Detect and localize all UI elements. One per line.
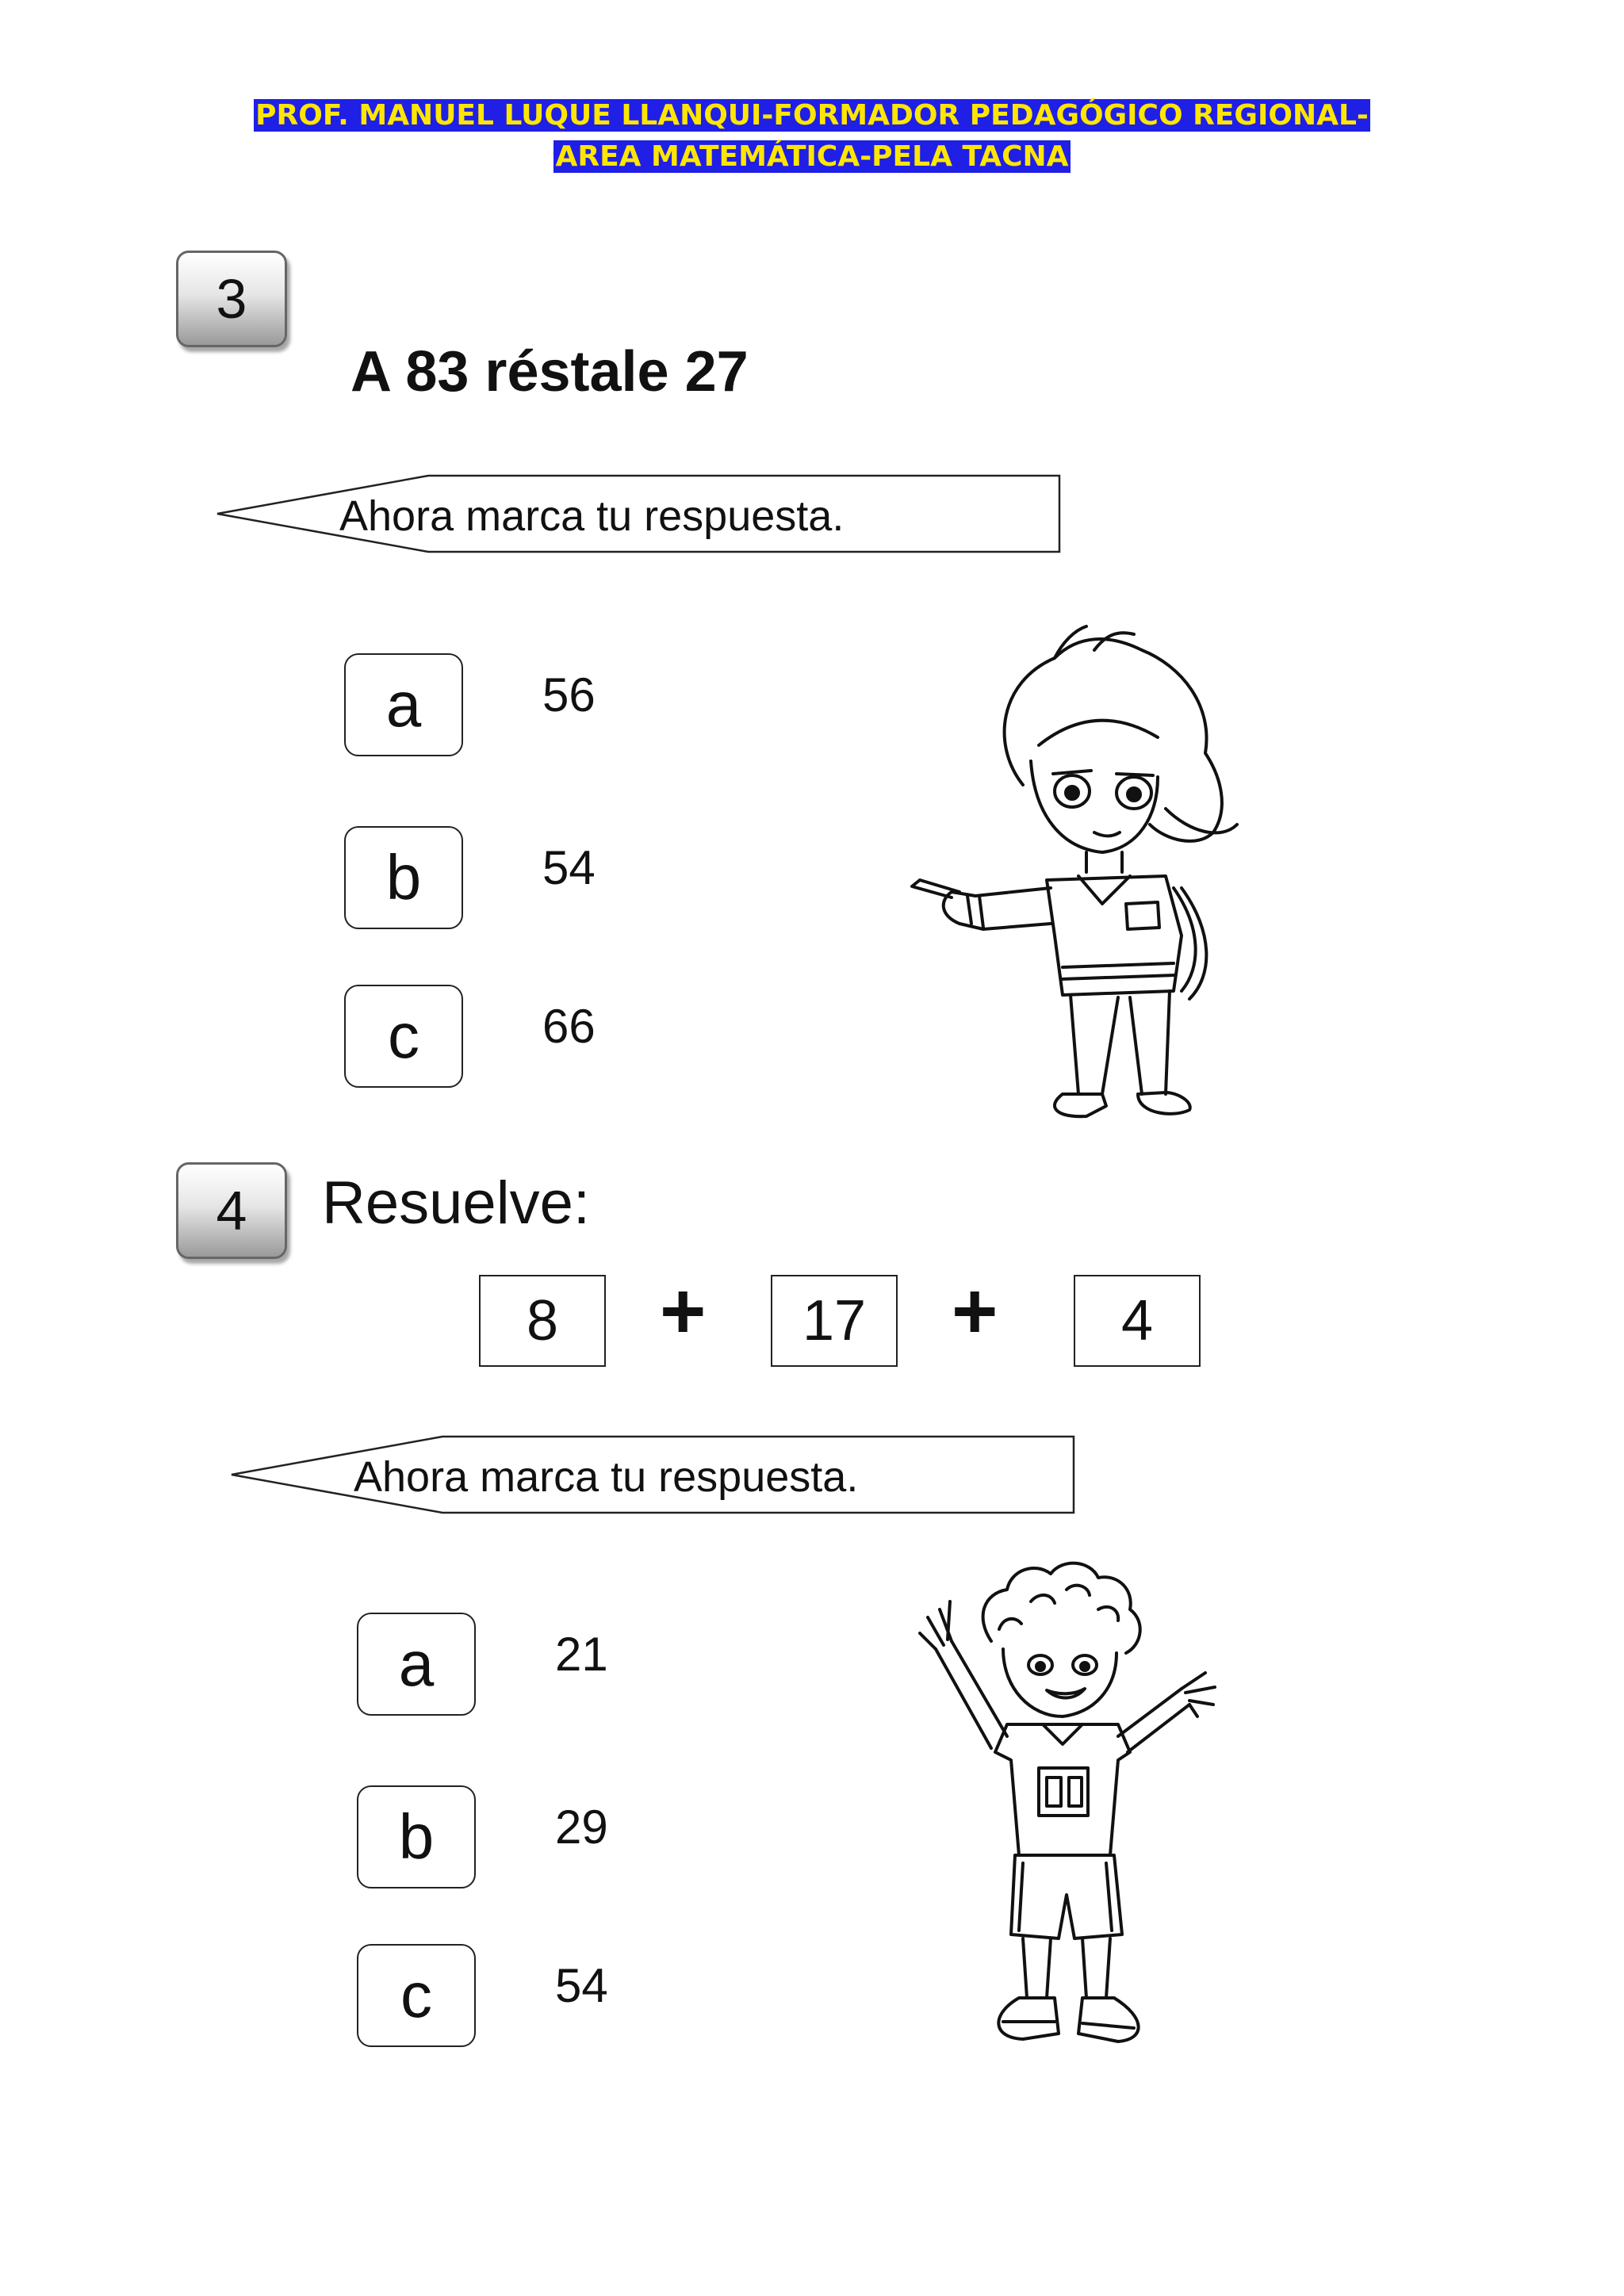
question-4-term-3-box: 4	[1074, 1275, 1201, 1367]
question-4-plus-sign-1: +	[660, 1267, 707, 1356]
header-line-1: PROF. MANUEL LUQUE LLANQUI-FORMADOR PEDAGÓGICO REGIONAL-	[255, 99, 1369, 132]
question-3-banner-text: Ahora marca tu respuesta.	[339, 492, 845, 540]
header-line-2: AREA MATEMÁTICA-PELA TACNA	[555, 140, 1069, 173]
waving-boy-drawing-icon	[904, 1554, 1221, 2077]
question-3-number-badge: 3	[176, 251, 287, 347]
question-4-option-a-box[interactable]: a	[357, 1613, 476, 1716]
question-4-number-badge: 4	[176, 1162, 287, 1259]
question-4-option-c-value: 54	[555, 1959, 608, 2012]
question-4-term-1-box: 8	[479, 1275, 606, 1367]
question-4-title: Resuelve:	[322, 1169, 590, 1237]
question-4-term-2-box: 17	[771, 1275, 898, 1367]
question-4-option-b-value: 29	[555, 1800, 608, 1854]
question-3-option-a-value: 56	[542, 668, 596, 721]
pointing-boy-drawing-icon	[904, 618, 1253, 1126]
question-4-option-a-value: 21	[555, 1628, 608, 1681]
question-4-option-b-box[interactable]: b	[357, 1785, 476, 1888]
question-4-banner-text: Ahora marca tu respuesta.	[354, 1453, 859, 1501]
question-3-title: A 83 réstale 27	[350, 340, 749, 404]
question-4-plus-sign-2: +	[952, 1267, 998, 1356]
question-3-option-c-value: 66	[542, 1000, 596, 1053]
question-4-option-c-box[interactable]: c	[357, 1944, 476, 2047]
question-3-option-b-box[interactable]: b	[344, 826, 463, 929]
page-header	[0, 95, 1624, 178]
question-3-option-a-box[interactable]: a	[344, 653, 463, 756]
question-3-option-b-value: 54	[542, 841, 596, 894]
question-3-option-c-box[interactable]: c	[344, 985, 463, 1088]
